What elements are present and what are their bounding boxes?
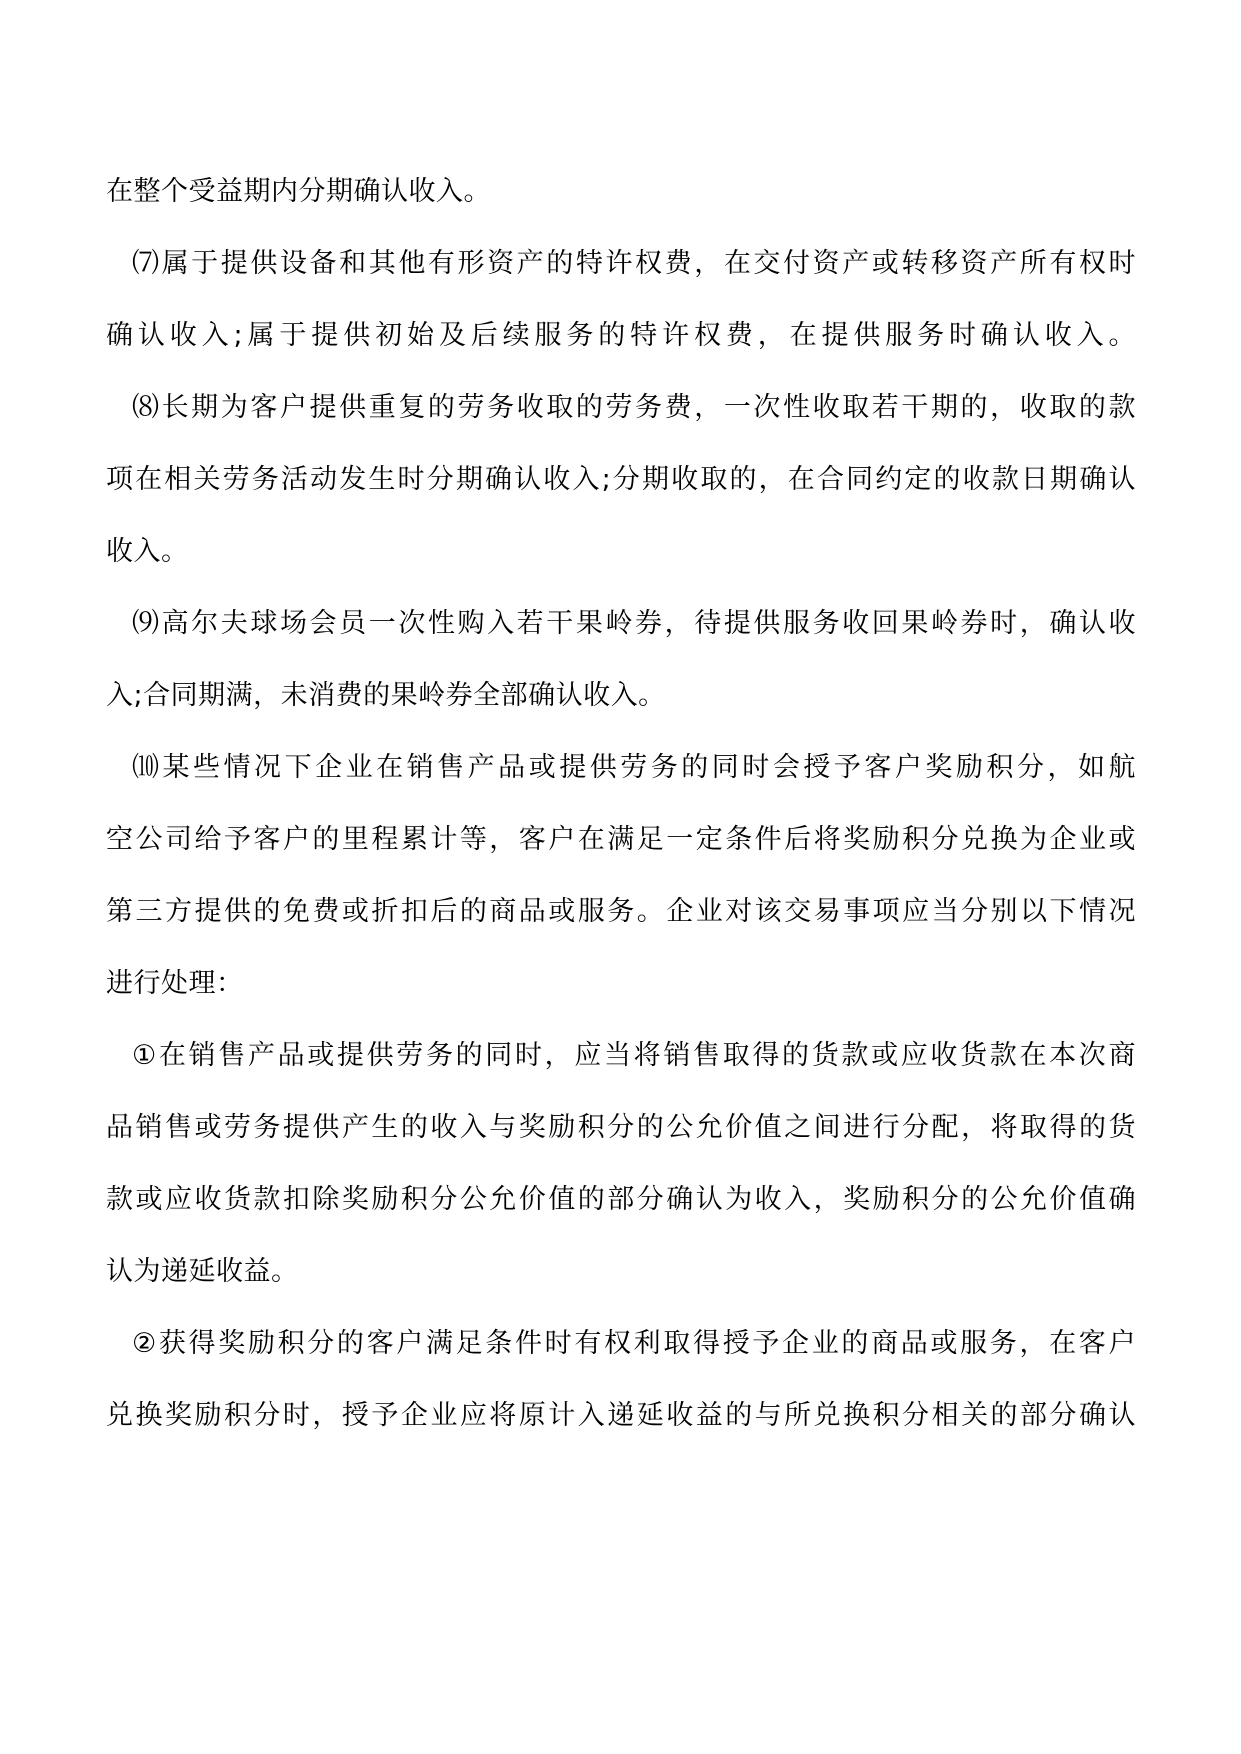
text-line: 确认收入;属于提供初始及后续服务的特许权费，在提供服务时确认收入。 (106, 320, 1136, 351)
text-line: 认为递延收益。 (106, 1256, 299, 1287)
text-line: ⑼高尔夫球场会员一次性购入若干果岭券，待提供服务收回果岭券时，确认收 (132, 608, 1136, 639)
text-line: 第三方提供的免费或折扣后的商品或服务。企业对该交易事项应当分别以下情况 (106, 896, 1136, 927)
text-line: 入;合同期满，未消费的果岭券全部确认收入。 (106, 680, 666, 711)
text-line: 项在相关劳务活动发生时分期确认收入;分期收取的，在合同约定的收款日期确认 (106, 464, 1136, 495)
text-line: ⑺属于提供设备和其他有形资产的特许权费，在交付资产或转移资产所有权时 (132, 248, 1136, 279)
text-line: 空公司给予客户的里程累计等，客户在满足一定条件后将奖励积分兑换为企业或 (106, 824, 1136, 855)
text-line: 进行处理： (106, 968, 244, 999)
text-line: ②获得奖励积分的客户满足条件时有权利取得授予企业的商品或服务，在客户 (132, 1328, 1136, 1359)
text-line: 品销售或劳务提供产生的收入与奖励积分的公允价值之间进行分配，将取得的货 (106, 1112, 1136, 1143)
text-line: 兑换奖励积分时，授予企业应将原计入递延收益的与所兑换积分相关的部分确认 (106, 1400, 1136, 1431)
text-line: ⑻长期为客户提供重复的劳务收取的劳务费，一次性收取若干期的，收取的款 (132, 392, 1136, 423)
text-line: ⑽某些情况下企业在销售产品或提供劳务的同时会授予客户奖励积分，如航 (132, 752, 1136, 783)
text-line: ①在销售产品或提供劳务的同时，应当将销售取得的货款或应收货款在本次商 (132, 1040, 1136, 1071)
text-line: 在整个受益期内分期确认收入。 (106, 176, 491, 207)
text-line: 收入。 (106, 536, 189, 567)
text-line: 款或应收货款扣除奖励积分公允价值的部分确认为收入，奖励积分的公允价值确 (106, 1184, 1136, 1215)
